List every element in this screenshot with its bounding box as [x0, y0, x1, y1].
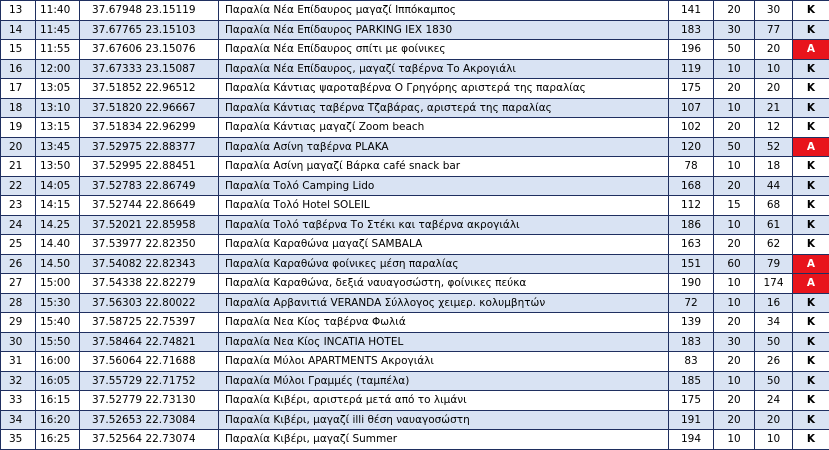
table-row [1, 332, 829, 352]
grade-cell: K [793, 391, 829, 411]
value-1-cell: 151 [669, 254, 714, 274]
row-number-cell: 16 [1, 59, 36, 79]
value-1-cell: 196 [669, 40, 714, 60]
value-2-cell: 20 [714, 410, 755, 430]
coordinates-cell: 37.54082 22.82343 [80, 254, 219, 274]
row-number-cell: 19 [1, 118, 36, 138]
row-number-cell: 24 [1, 215, 36, 235]
coordinates-cell: 37.52779 22.73130 [80, 391, 219, 411]
time-cell: 16:25 [36, 430, 80, 450]
location-cell: Παραλία Κιβέρι, μαγαζί Summer [219, 430, 669, 450]
value-3-cell: 20 [755, 40, 793, 60]
grade-cell: K [793, 1, 829, 21]
value-3-cell: 68 [755, 196, 793, 216]
value-2-cell: 10 [714, 430, 755, 450]
grade-cell: K [793, 235, 829, 255]
value-2-cell: 20 [714, 1, 755, 21]
table-row [1, 196, 829, 216]
grade-cell: A [793, 40, 829, 60]
location-cell: Παραλία Κιβέρι, αριστερά μετά από το λιμάνι [219, 391, 669, 411]
value-2-cell: 60 [714, 254, 755, 274]
value-2-cell: 10 [714, 98, 755, 118]
value-3-cell: 50 [755, 371, 793, 391]
value-3-cell: 50 [755, 332, 793, 352]
location-cell: Παραλία Τολό ταβέρνα Το Στέκι και ταβέρνα ακρογιάλι [219, 215, 669, 235]
location-cell: Παραλία Νέα Επίδαυρος σπίτι με φοίνικες [219, 40, 669, 60]
value-3-cell: 30 [755, 1, 793, 21]
table-row [1, 1, 829, 21]
grade-cell: K [793, 430, 829, 450]
row-number-cell: 25 [1, 235, 36, 255]
row-number-cell: 20 [1, 137, 36, 157]
location-cell: Παραλία Νέα Επίδαυρος PARKING ΙΕΧ 1830 [219, 20, 669, 40]
grade-cell: K [793, 196, 829, 216]
value-1-cell: 139 [669, 313, 714, 333]
table-row [1, 118, 829, 138]
coordinates-cell: 37.52744 22.86649 [80, 196, 219, 216]
grade-cell: K [793, 332, 829, 352]
value-1-cell: 191 [669, 410, 714, 430]
row-number-cell: 22 [1, 176, 36, 196]
value-3-cell: 174 [755, 274, 793, 294]
value-3-cell: 10 [755, 59, 793, 79]
grade-cell: K [793, 215, 829, 235]
grade-cell: K [793, 98, 829, 118]
value-3-cell: 44 [755, 176, 793, 196]
value-3-cell: 34 [755, 313, 793, 333]
table-body [1, 1, 829, 450]
time-cell: 13:50 [36, 157, 80, 177]
grade-cell: K [793, 313, 829, 333]
coordinates-cell: 37.58464 22.74821 [80, 332, 219, 352]
table-row [1, 235, 829, 255]
row-number-cell: 27 [1, 274, 36, 294]
coordinates-cell: 37.67765 23.15103 [80, 20, 219, 40]
value-1-cell: 168 [669, 176, 714, 196]
value-3-cell: 20 [755, 79, 793, 99]
value-2-cell: 20 [714, 352, 755, 372]
row-number-cell: 28 [1, 293, 36, 313]
grade-cell: K [793, 410, 829, 430]
time-cell: 14:05 [36, 176, 80, 196]
coordinates-cell: 37.56064 22.71688 [80, 352, 219, 372]
value-1-cell: 102 [669, 118, 714, 138]
value-1-cell: 175 [669, 79, 714, 99]
time-cell: 13:05 [36, 79, 80, 99]
location-cell: Παραλία Ασίνη μαγαζί Βάρκα café snack bar [219, 157, 669, 177]
time-cell: 16:20 [36, 410, 80, 430]
time-cell: 13:10 [36, 98, 80, 118]
row-number-cell: 18 [1, 98, 36, 118]
value-1-cell: 190 [669, 274, 714, 294]
coordinates-cell: 37.52975 22.88377 [80, 137, 219, 157]
value-1-cell: 78 [669, 157, 714, 177]
location-cell: Παραλία Καραθώνα φοίνικες μέση παραλίας [219, 254, 669, 274]
location-cell: Παραλία Κιβέρι, μαγαζί illi θέση ναυαγοσώστη [219, 410, 669, 430]
time-cell: 15:50 [36, 332, 80, 352]
value-3-cell: 24 [755, 391, 793, 411]
value-1-cell: 141 [669, 1, 714, 21]
time-cell: 14.25 [36, 215, 80, 235]
row-number-cell: 14 [1, 20, 36, 40]
grade-cell: K [793, 176, 829, 196]
value-2-cell: 10 [714, 157, 755, 177]
location-cell: Παραλία Νεα Κίος ταβέρνα Φωλιά [219, 313, 669, 333]
coordinates-cell: 37.51834 22.96299 [80, 118, 219, 138]
table-row [1, 293, 829, 313]
row-number-cell: 15 [1, 40, 36, 60]
time-cell: 15:40 [36, 313, 80, 333]
table-row [1, 313, 829, 333]
row-number-cell: 32 [1, 371, 36, 391]
row-number-cell: 29 [1, 313, 36, 333]
time-cell: 11:55 [36, 40, 80, 60]
value-3-cell: 62 [755, 235, 793, 255]
time-cell: 16:00 [36, 352, 80, 372]
time-cell: 12:00 [36, 59, 80, 79]
value-2-cell: 15 [714, 196, 755, 216]
value-2-cell: 20 [714, 79, 755, 99]
time-cell: 16:05 [36, 371, 80, 391]
value-1-cell: 72 [669, 293, 714, 313]
time-cell: 11:40 [36, 1, 80, 21]
row-number-cell: 26 [1, 254, 36, 274]
location-cell: Παραλία Νέα Επίδαυρος μαγαζί Ιππόκαμπος [219, 1, 669, 21]
table-row [1, 59, 829, 79]
value-1-cell: 120 [669, 137, 714, 157]
table-row [1, 430, 829, 450]
location-cell: Παραλία Κάντιας μαγαζί Zoom beach [219, 118, 669, 138]
location-cell: Παραλία Αρβανιτιά VERANDA Σύλλογος χειμερ. κολυμβητών [219, 293, 669, 313]
value-1-cell: 175 [669, 391, 714, 411]
grade-cell: A [793, 274, 829, 294]
coordinates-cell: 37.52783 22.86749 [80, 176, 219, 196]
value-2-cell: 20 [714, 118, 755, 138]
coordinates-cell: 37.54338 22.82279 [80, 274, 219, 294]
grade-cell: K [793, 293, 829, 313]
coordinates-cell: 37.67333 23.15087 [80, 59, 219, 79]
value-2-cell: 20 [714, 313, 755, 333]
table-row [1, 254, 829, 274]
row-number-cell: 35 [1, 430, 36, 450]
value-3-cell: 61 [755, 215, 793, 235]
value-3-cell: 18 [755, 157, 793, 177]
value-3-cell: 20 [755, 410, 793, 430]
value-2-cell: 20 [714, 176, 755, 196]
value-3-cell: 16 [755, 293, 793, 313]
grade-cell: K [793, 79, 829, 99]
location-cell: Παραλία Νέα Επίδαυρος, μαγαζί ταβέρνα Το Ακρογιάλι [219, 59, 669, 79]
row-number-cell: 13 [1, 1, 36, 21]
value-3-cell: 79 [755, 254, 793, 274]
location-cell: Παραλία Μύλοι Γραμμές (ταμπέλα) [219, 371, 669, 391]
value-1-cell: 112 [669, 196, 714, 216]
value-2-cell: 10 [714, 215, 755, 235]
time-cell: 11:45 [36, 20, 80, 40]
value-2-cell: 50 [714, 40, 755, 60]
value-2-cell: 50 [714, 137, 755, 157]
location-cell: Παραλία Κάντιας ψαροταβέρνα Ο Γρηγόρης αριστερά της παραλίας [219, 79, 669, 99]
value-3-cell: 77 [755, 20, 793, 40]
location-cell: Παραλία Μύλοι APARTMENTS Ακρογιάλι [219, 352, 669, 372]
table-row [1, 79, 829, 99]
time-cell: 15:30 [36, 293, 80, 313]
row-number-cell: 17 [1, 79, 36, 99]
grade-cell: K [793, 157, 829, 177]
time-cell: 16:15 [36, 391, 80, 411]
time-cell: 14:15 [36, 196, 80, 216]
grade-cell: A [793, 254, 829, 274]
value-1-cell: 119 [669, 59, 714, 79]
grade-cell: K [793, 352, 829, 372]
value-2-cell: 20 [714, 391, 755, 411]
location-cell: Παραλία Τολό Camping Lido [219, 176, 669, 196]
location-cell: Παραλία Καραθώνα, δεξιά ναυαγοσώστη, φοίνικες πεύκα [219, 274, 669, 294]
table-row [1, 40, 829, 60]
row-number-cell: 23 [1, 196, 36, 216]
value-1-cell: 183 [669, 20, 714, 40]
value-3-cell: 26 [755, 352, 793, 372]
location-cell: Παραλία Νεα Κίος INCATIA HOTEL [219, 332, 669, 352]
coordinates-cell: 37.52564 22.73074 [80, 430, 219, 450]
location-cell: Παραλία Τολό Hotel SOLEIL [219, 196, 669, 216]
coordinates-cell: 37.56303 22.80022 [80, 293, 219, 313]
coordinates-cell: 37.52021 22.85958 [80, 215, 219, 235]
location-cell: Παραλία Κάντιας ταβέρνα Τζαβάρας, αριστερά της παραλίας [219, 98, 669, 118]
coordinates-cell: 37.55729 22.71752 [80, 371, 219, 391]
row-number-cell: 31 [1, 352, 36, 372]
row-number-cell: 33 [1, 391, 36, 411]
value-3-cell: 12 [755, 118, 793, 138]
value-2-cell: 10 [714, 59, 755, 79]
time-cell: 13:15 [36, 118, 80, 138]
grade-cell: K [793, 20, 829, 40]
value-1-cell: 83 [669, 352, 714, 372]
value-2-cell: 20 [714, 235, 755, 255]
value-1-cell: 163 [669, 235, 714, 255]
grade-cell: K [793, 118, 829, 138]
grade-cell: A [793, 137, 829, 157]
table-row [1, 157, 829, 177]
value-1-cell: 194 [669, 430, 714, 450]
value-2-cell: 10 [714, 371, 755, 391]
value-2-cell: 30 [714, 20, 755, 40]
value-1-cell: 185 [669, 371, 714, 391]
coordinates-cell: 37.58725 22.75397 [80, 313, 219, 333]
value-3-cell: 10 [755, 430, 793, 450]
table-row [1, 98, 829, 118]
time-cell: 13:45 [36, 137, 80, 157]
value-3-cell: 52 [755, 137, 793, 157]
table-row [1, 371, 829, 391]
grade-cell: K [793, 371, 829, 391]
value-3-cell: 21 [755, 98, 793, 118]
coordinates-cell: 37.51852 22.96512 [80, 79, 219, 99]
time-cell: 14.40 [36, 235, 80, 255]
time-cell: 14.50 [36, 254, 80, 274]
time-cell: 15:00 [36, 274, 80, 294]
row-number-cell: 21 [1, 157, 36, 177]
coordinates-cell: 37.52995 22.88451 [80, 157, 219, 177]
row-number-cell: 30 [1, 332, 36, 352]
table-row [1, 215, 829, 235]
grade-cell: K [793, 59, 829, 79]
table-row [1, 20, 829, 40]
coordinates-cell: 37.52653 22.73084 [80, 410, 219, 430]
coordinates-cell: 37.67606 23.15076 [80, 40, 219, 60]
value-1-cell: 183 [669, 332, 714, 352]
coordinates-cell: 37.67948 23.15119 [80, 1, 219, 21]
value-2-cell: 30 [714, 332, 755, 352]
value-2-cell: 10 [714, 274, 755, 294]
value-1-cell: 186 [669, 215, 714, 235]
location-cell: Παραλία Ασίνη ταβέρνα PLAKA [219, 137, 669, 157]
coordinates-cell: 37.51820 22.96667 [80, 98, 219, 118]
row-number-cell: 34 [1, 410, 36, 430]
table-row [1, 274, 829, 294]
table-row [1, 352, 829, 372]
location-cell: Παραλία Καραθώνα μαγαζί SAMBALA [219, 235, 669, 255]
table-row [1, 137, 829, 157]
table-row [1, 176, 829, 196]
coordinates-cell: 37.53977 22.82350 [80, 235, 219, 255]
value-1-cell: 107 [669, 98, 714, 118]
table-row [1, 391, 829, 411]
table-row [1, 410, 829, 430]
value-2-cell: 10 [714, 293, 755, 313]
